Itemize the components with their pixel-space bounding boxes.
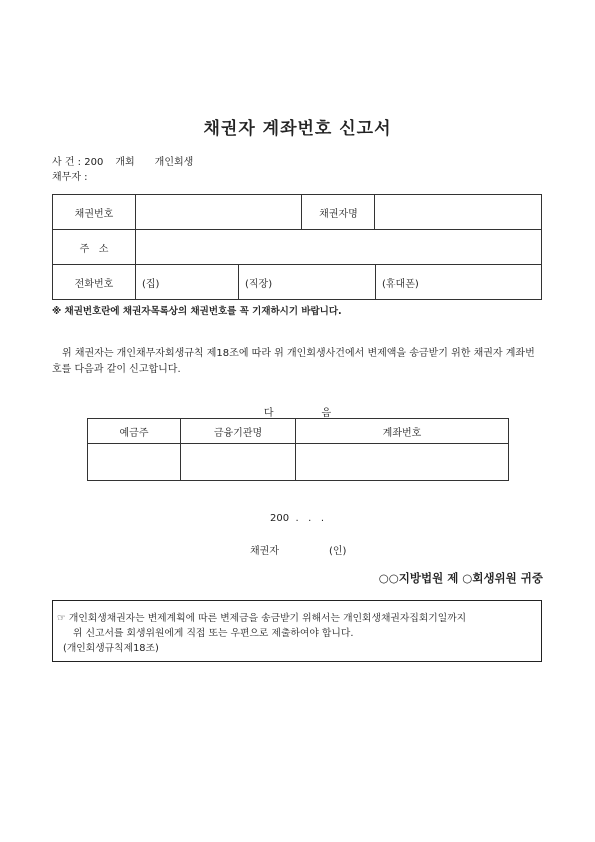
- heading-right: 음: [321, 408, 332, 419]
- guide-line-3: (개인회생규칙제18조): [63, 643, 159, 654]
- phone-home-field[interactable]: [136, 265, 239, 299]
- phone-home-label: (집): [142, 278, 160, 290]
- phone-mobile-field[interactable]: [376, 265, 541, 299]
- signature-line: [250, 542, 346, 557]
- heading-left: 다: [263, 408, 274, 419]
- phone-work-field[interactable]: [239, 265, 376, 299]
- account-number-header: 계좌번호: [296, 419, 509, 444]
- court-recipient: ○○지방법원 제 ○회생위원 귀중: [378, 571, 543, 585]
- address-field[interactable]: [136, 230, 542, 265]
- case-line: [52, 153, 193, 168]
- account-holder-field[interactable]: [88, 444, 181, 481]
- creditor-name-label: 채권자명: [302, 195, 375, 230]
- date-line: 200 . . .: [270, 513, 325, 524]
- table-row: [53, 265, 542, 300]
- creditor-number-notice: ※ 채권번호란에 채권자목록상의 채권번호를 꼭 기재하시기 바랍니다.: [52, 306, 342, 317]
- case-number-label: 개회: [115, 157, 135, 168]
- phone-work-label: (직장): [245, 278, 273, 290]
- case-type: 개인회생: [154, 157, 194, 168]
- section-heading: [0, 404, 595, 419]
- address-label: 주 소: [53, 230, 136, 265]
- account-number-field[interactable]: [296, 444, 509, 481]
- phone-label: 전화번호: [53, 265, 136, 300]
- document-title: 채권자 계좌번호 신고서: [203, 119, 392, 139]
- guide-line-2: 위 신고서를 회생위원에게 직접 또는 우편으로 제출하여야 합니다.: [73, 628, 354, 639]
- table-row: [53, 195, 542, 230]
- creditor-number-label: 채권번호: [53, 195, 136, 230]
- signer-label: 채권자: [250, 546, 279, 557]
- phone-mobile-label: (휴대폰): [382, 278, 419, 290]
- seal-label: (인): [328, 546, 347, 557]
- account-holder-header: 예금주: [88, 419, 181, 444]
- table-row: [53, 230, 542, 265]
- case-label: 사 건 :: [52, 157, 85, 168]
- guide-box: [52, 600, 542, 662]
- phone-cell: [136, 265, 542, 300]
- body-paragraph: 위 채권자는 개인채무자회생규칙 제18조에 따라 위 개인회생사건에서 변제액을 송금받기 위한 채권자 계좌번호를 다음과 같이 신고합니다.: [52, 348, 535, 375]
- creditor-info-table: [52, 194, 542, 300]
- bank-name-field[interactable]: [181, 444, 296, 481]
- guide-line-1: ☞ 개인회생채권자는 변제계획에 따른 변제금을 송금받기 위해서는 개인회생채권자집회기일까지: [57, 613, 467, 624]
- creditor-number-field[interactable]: [136, 195, 302, 230]
- creditor-name-field[interactable]: [375, 195, 542, 230]
- table-row: [88, 444, 509, 481]
- account-table: [87, 418, 509, 481]
- case-year: 200: [84, 157, 104, 168]
- table-row: [88, 419, 509, 444]
- bank-name-header: 금융기관명: [181, 419, 296, 444]
- debtor-line: 채무자 :: [52, 172, 88, 183]
